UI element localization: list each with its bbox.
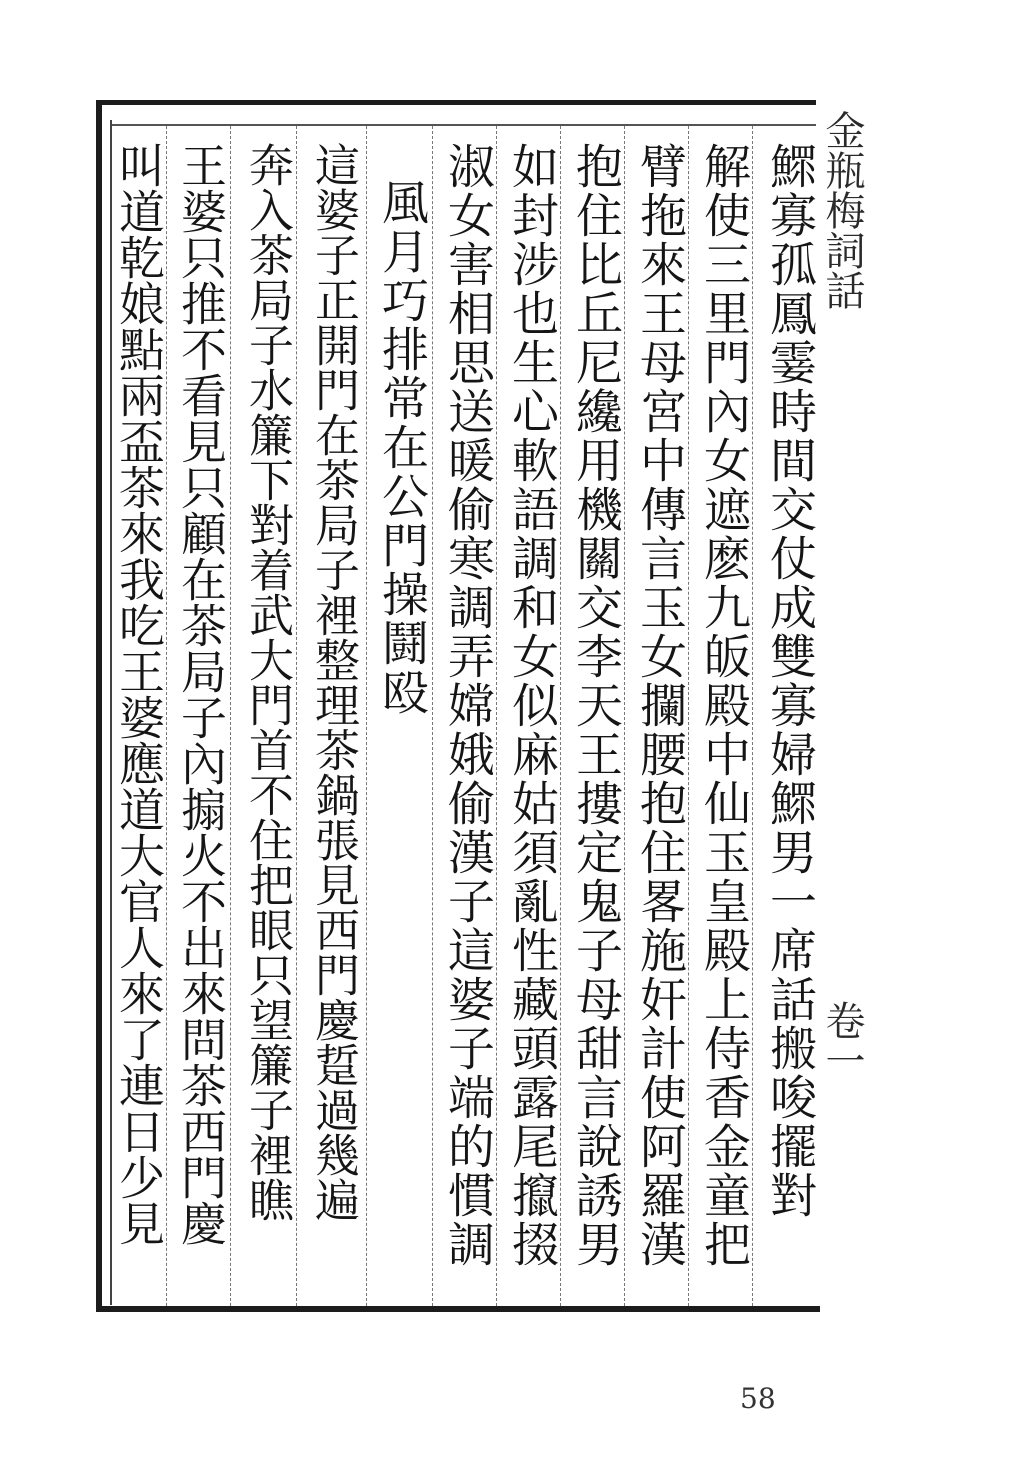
column-rule	[624, 126, 625, 1306]
text-column-11: 叫道乾娘點兩盃茶來我吃王婆應道大官人來了連日少見	[112, 142, 166, 1246]
frame-left-border	[96, 100, 102, 1312]
text-column-9: 奔入茶局子水簾下對着武大門首不住把眼只望簾子裡瞧	[241, 142, 294, 1222]
column-rule	[688, 126, 689, 1306]
text-column-8: 這婆子正開門在茶局子裡整理茶鍋張見西門慶踅過幾遍	[307, 142, 360, 1222]
text-column-3: 臂拖來王母宮中傳言玉女攔腰抱住畧施奸計使阿羅漢	[632, 142, 687, 1269]
column-rule	[752, 126, 753, 1306]
column-rule	[432, 126, 433, 1306]
text-column-4: 抱住比丘尼纔用機關交李天王摟定鬼子母甜言說誘男	[568, 142, 623, 1269]
text-column-2: 解使三里門內女遮麽九皈殿中仙玉皇殿上侍香金童把	[696, 142, 751, 1269]
column-rule	[560, 126, 561, 1306]
column-rule	[230, 126, 231, 1306]
text-column-6: 淑女害相思送暖偷寒調弄嫦娥偷漢子這婆子端的慣調	[440, 142, 495, 1269]
column-rule	[366, 126, 367, 1306]
text-column-7: 風月巧排常在公門操鬪殴	[374, 178, 429, 717]
frame-top-border	[96, 100, 816, 105]
margin-book-title: 金瓶梅詞話	[819, 110, 865, 310]
column-rule	[496, 126, 497, 1306]
page-number: 58	[740, 1382, 776, 1415]
margin-chapter-label: 卷一	[819, 1000, 865, 1080]
text-column-1: 鰥寡孤鳳霎時間交仗成雙寡婦鰥男一席話搬唆擺對	[762, 142, 817, 1220]
frame-top-rule	[112, 124, 816, 126]
column-rule	[296, 126, 297, 1306]
text-column-10: 王婆只推不看見只顧在茶局子內搧火不出來問茶西門慶	[174, 142, 228, 1246]
text-column-5: 如封涉也生心軟語調和女似麻姑須亂性藏頭露尾攛掇	[504, 142, 559, 1269]
frame-bottom-border	[96, 1306, 820, 1312]
